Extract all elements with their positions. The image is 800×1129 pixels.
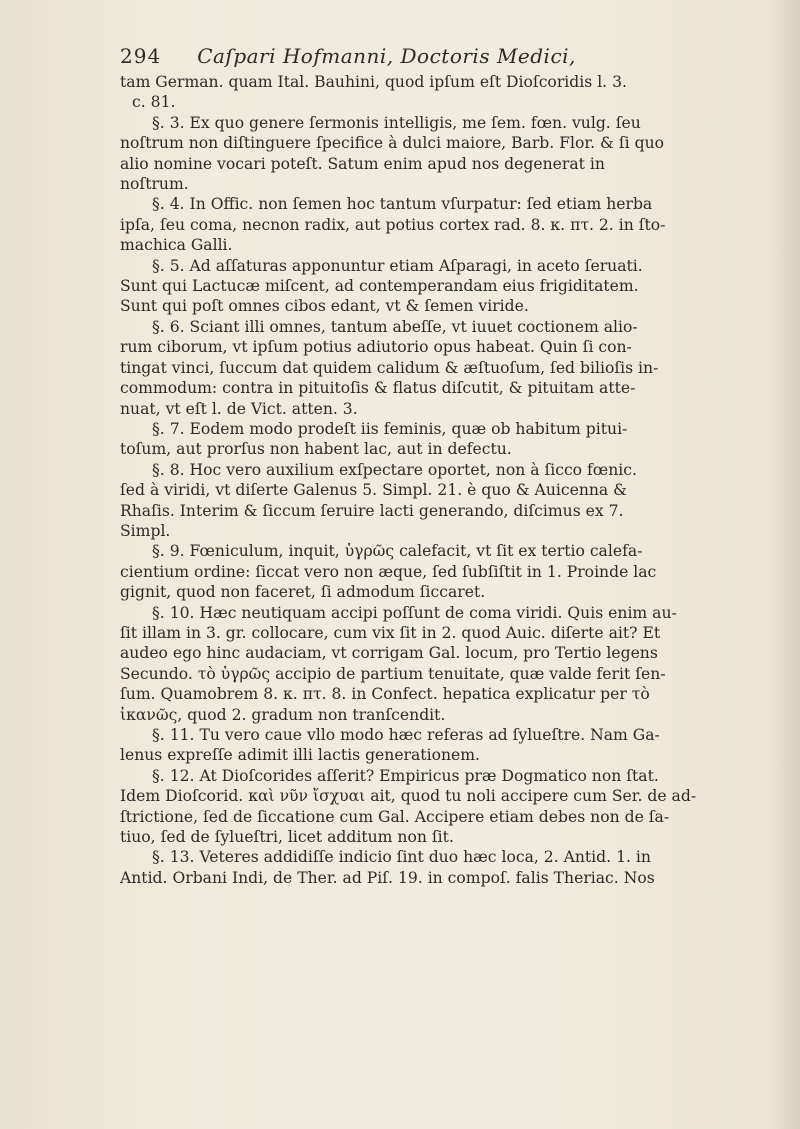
text-line: Simpl. (120, 521, 171, 540)
text-line: machica Galli. (120, 236, 233, 255)
paragraph-start: §. 5. Ad aſſaturas apponuntur etiam Aſparagi, in aceto ſeruati. (152, 256, 643, 275)
paragraph-start: §. 12. At Dioſcorides aſſerit? Empiricus præ Dogmatico non ſtat. (152, 766, 659, 785)
paragraph-start: §. 8. Hoc vero auxilium exſpectare oportet, non à ſicco fœnic. (152, 460, 637, 479)
text-line: cientium ordine: ſiccat vero non æque, ſed ſubſiſtit in 1. Proinde lac (120, 562, 657, 581)
text-line: noſtrum non diſtinguere ſpecifice à dulci maiore, Barb. Flor. & ſi quo (120, 134, 665, 153)
text-line: Rhaſis. Interim & ſiccum ſeruire lacti generando, diſcimus ex 7. (120, 501, 624, 520)
text-line: c. 81. (132, 93, 176, 112)
text-line: nuat, vt eſt l. de Vict. atten. 3. (120, 399, 358, 418)
text-line: noſtrum. (120, 175, 189, 194)
paragraph-start: §. 9. Fœniculum, inquit, ὑγρῶς calefacit, vt ſit ex tertio calefa- (152, 542, 643, 561)
text-line: tam German. quam Ital. Bauhini, quod ipſum eſt Dioſcoridis l. 3. (120, 73, 627, 91)
text-line: alio nomine vocari poteſt. Satum enim apud nos degenerat in (120, 154, 605, 173)
paragraph-start: §. 6. Sciant illi omnes, tantum abeſſe, vt iuuet coctionem alio- (152, 317, 638, 336)
text-line: ἰκανῶς, quod 2. gradum non tranſcendit. (120, 705, 446, 724)
text-line: audeo ego hinc audaciam, vt corrigam Gal. locum, pro Tertio legens (120, 644, 658, 663)
text-line: gignit, quod non faceret, ſi admodum ſiccaret. (120, 583, 486, 602)
text-line: ſit illam in 3. gr. collocare, cum vix ſit in 2. quod Auic. diſerte ait? Et (120, 623, 661, 642)
page-edge-shadow (770, 0, 800, 1129)
text-line: ipſa, ſeu coma, necnon radix, aut potius cortex rad. 8. κ. πτ. 2. in ſto- (120, 215, 666, 234)
paragraph-start: §. 11. Tu vero caue vllo modo hæc referas ad ſylueſtre. Nam Ga- (152, 726, 660, 744)
text-line: ſtrictione, ſed de ſiccatione cum Gal. Accipere etiam debes non de ſa- (120, 807, 670, 826)
running-title: Caſpari Hofmanni, Doctoris Medici, (197, 44, 576, 68)
text-line: Sunt qui Lactucæ miſcent, ad contemperandam eius frigiditatem. (120, 277, 639, 296)
text-line: Idem Dioſcorid. καὶ νῦν ἴσχυαι ait, quod tu noli accipere cum Ser. de ad- (120, 787, 697, 806)
text-line: rum ciborum, vt ipſum potius adiutorio opus habeat. Quin ſi con- (120, 338, 632, 357)
paragraph-start: §. 13. Veteres addidiſſe indicio ſint duo hæc loca, 2. Antid. 1. in (152, 848, 651, 867)
text-line: Antid. Orbani Indi, de Ther. ad Piſ. 19. in compoſ. falis Theriac. Nos (120, 868, 655, 887)
text-line: lenus expreſſe adimit illi lactis generationem. (120, 746, 480, 765)
text-line: Sunt qui poſt omnes cibos edant, vt & ſemen viride. (120, 297, 529, 316)
paragraph-start: §. 4. In Offic. non ſemen hoc tantum vſurpatur: ſed etiam herba (152, 195, 653, 214)
paragraph-start: §. 10. Hæc neutiquam accipi poſſunt de coma viridi. Quis enim au- (152, 603, 677, 622)
text-line: tiuo, ſed de ſylueſtri, licet additum non ſit. (120, 828, 454, 847)
running-head (120, 44, 740, 68)
text-line: ſed à viridi, vt diſerte Galenus 5. Simpl. 21. è quo & Auicenna & (120, 481, 628, 500)
text-line: toſum, aut prorſus non habent lac, aut in defectu. (120, 440, 512, 459)
text-line: Secundo. τὸ ὑγρῶς accipio de partium tenuitate, quæ valde ferit ſen- (120, 664, 666, 683)
paragraph-start: §. 7. Eodem modo prodeſt iis feminis, quæ ob habitum pitui- (152, 419, 628, 438)
paragraph-start: §. 3. Ex quo genere ſermonis intelligis, me ſem. fœn. vulg. ſeu (152, 113, 641, 132)
text-line: tingat vinci, ſuccum dat quidem calidum & æſtuoſum, ſed bilioſis in- (120, 358, 659, 377)
page-number: 294 (120, 44, 162, 68)
body-text (120, 72, 740, 888)
text-line: commodum: contra in pituitoſis & flatus diſcutit, & pituitam atte- (120, 379, 636, 398)
text-line: ſum. Quamobrem 8. κ. πτ. 8. in Confect. hepatica explicatur per τὸ (120, 685, 650, 704)
